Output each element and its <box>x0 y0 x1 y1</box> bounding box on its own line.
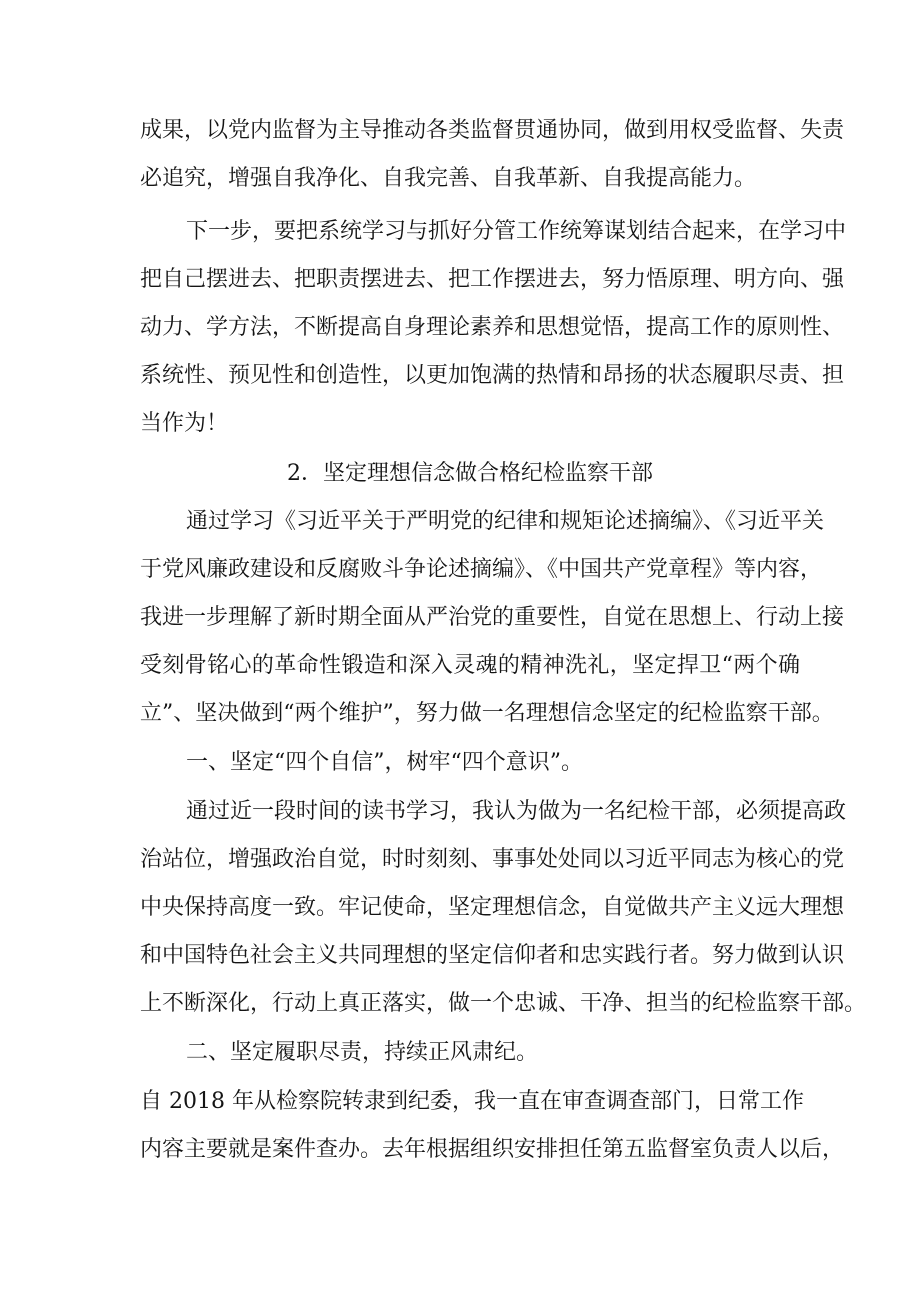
subheading-duty: 二、坚定履职尽责，持续正风肃纪。 <box>186 1040 539 1065</box>
paragraph-3-line-4: 受刻骨铭心的革命性锻造和深入灵魂的精神洗礼，坚定捍卫“两个确 <box>140 653 800 678</box>
paragraph-4-line-5: 上不断深化，行动上真正落实，做一个忠诚、干净、担当的纪检监察干部。 <box>140 991 867 1016</box>
paragraph-2-line-3: 动力、学方法，不断提高自身理论素养和思想觉悟，提高工作的原则性、 <box>140 315 845 340</box>
paragraph-1-line-2: 必追究，增强自我净化、自我完善、自我革新、自我提高能力。 <box>140 166 757 191</box>
paragraph-2-line-2: 把自己摆进去、把职责摆进去、把工作摆进去，努力悟原理、明方向、强 <box>140 267 845 292</box>
paragraph-4-line-2: 治站位，增强政治自觉，时时刻刻、事事处处同以习近平同志为核心的党 <box>140 847 845 872</box>
paragraph-5-line-2: 内容主要就是案件查办。去年根据组织安排担任第五监督室负责人以后， <box>140 1137 845 1162</box>
paragraph-2-line-5: 当作为！ <box>140 411 229 436</box>
paragraph-5-line-1: 自 2018 年从检察院转隶到纪委，我一直在审查调查部门，日常工作 <box>140 1089 804 1114</box>
paragraph-3-line-1: 通过学习《习近平关于严明党的纪律和规矩论述摘编》、《习近平关 <box>186 509 825 534</box>
subheading-four-confidences: 一、坚定“四个自信”，树牢“四个意识”。 <box>186 750 583 775</box>
paragraph-3-line-2: 于党风廉政建设和反腐败斗争论述摘编》、《中国共产党章程》等内容， <box>140 557 823 582</box>
paragraph-3-line-3: 我进一步理解了新时期全面从严治党的重要性，自觉在思想上、行动上接 <box>140 605 845 630</box>
paragraph-4-line-4: 和中国特色社会主义共同理想的坚定信仰者和忠实践行者。努力做到认识 <box>140 943 845 968</box>
paragraph-1-line-1: 成果，以党内监督为主导推动各类监督贯通协同，做到用权受监督、失责 <box>140 118 845 143</box>
paragraph-4-line-3: 中央保持高度一致。牢记使命，坚定理想信念，自觉做共产主义远大理想 <box>140 895 845 920</box>
paragraph-2-line-4: 系统性、预见性和创造性，以更加饱满的热情和昂扬的状态履职尽责、担 <box>140 363 845 388</box>
paragraph-3-line-5: 立”、坚决做到“两个维护”，努力做一名理想信念坚定的纪检监察干部。 <box>140 701 834 726</box>
section-heading: 2．坚定理想信念做合格纪检监察干部 <box>287 461 653 486</box>
paragraph-2-line-1: 下一步，要把系统学习与抓好分管工作统筹谋划结合起来，在学习中 <box>186 219 847 244</box>
paragraph-4-line-1: 通过近一段时间的读书学习，我认为做为一名纪检干部，必须提高政 <box>186 799 847 824</box>
